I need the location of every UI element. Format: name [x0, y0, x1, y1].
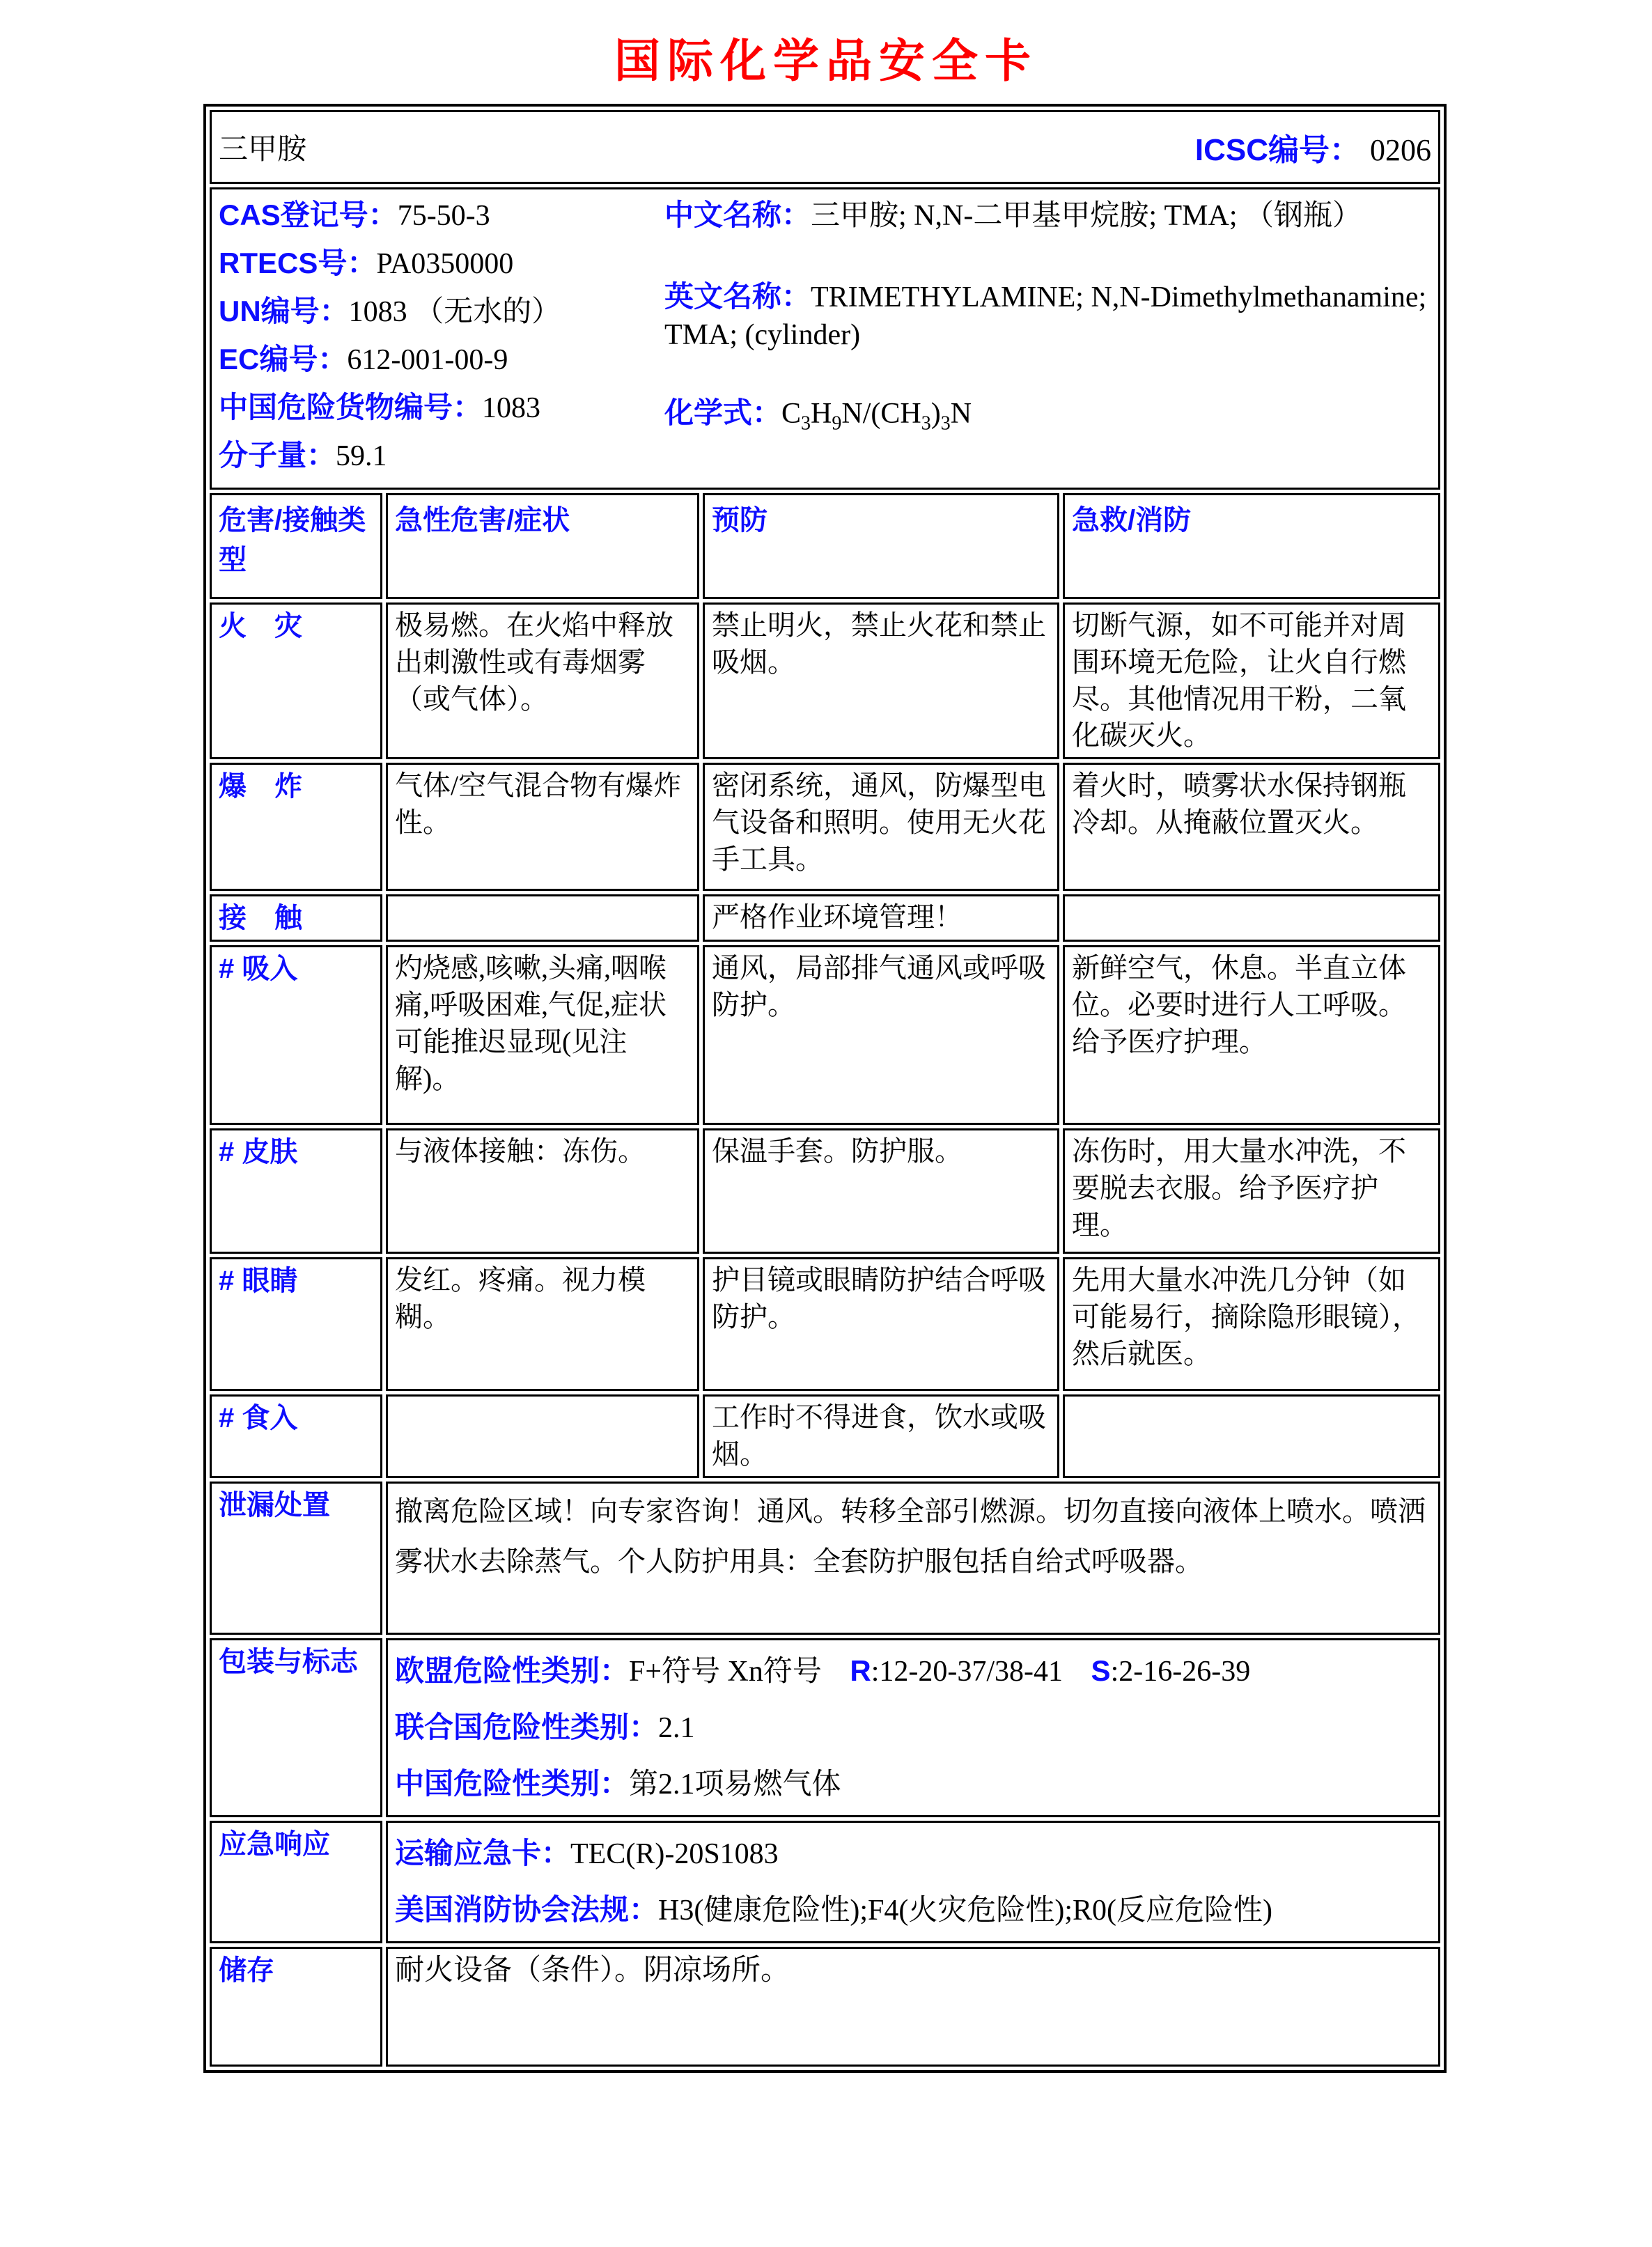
cas-label: CAS登记号：: [219, 199, 398, 231]
un-classification: [395, 1700, 1431, 1756]
symptom-cell: 极易燃。在火焰中释放出刺激性或有毒烟雾（或气体）。: [386, 602, 699, 759]
molecular-weight-value: 59.1: [336, 440, 387, 472]
formula-label: 化学式：: [664, 396, 782, 429]
hazard-row-inhalation: [210, 945, 1440, 1125]
english-name-value: TRIMETHYLAMINE; N,N-Dimethylmethanamine; TMA; (cylinder): [664, 281, 1427, 351]
identifiers-cell: [210, 187, 1440, 490]
cas-value: 75-50-3: [397, 200, 490, 232]
icsc-page: [0, 24, 1652, 2247]
section-label: 应急响应: [210, 1821, 382, 1943]
rtecs-label: RTECS号：: [219, 247, 377, 279]
storage-row: [210, 1947, 1440, 2067]
firstaid-cell: 着火时，喷雾状水保持钢瓶冷却。从掩蔽位置灭火。: [1063, 763, 1440, 891]
firstaid-cell: 先用大量水冲洗几分钟（如可能易行，摘除隐形眼镜），然后就医。: [1063, 1257, 1440, 1391]
header-prevention: 预防: [703, 493, 1059, 599]
symptom-cell: 灼烧感,咳嗽,头痛,咽喉痛,呼吸困难,气促,症状可能推迟显现(见注解)。: [386, 945, 699, 1125]
chemical-formula: [664, 394, 1431, 442]
chinese-name: [664, 196, 1431, 235]
name-row: [210, 110, 1440, 184]
section-label: 泄漏处置: [210, 1482, 382, 1635]
identifiers-row: [210, 187, 1440, 490]
spillage-row: [210, 1482, 1440, 1635]
hazard-row-fire: [210, 602, 1440, 759]
china-classification-value: 第2.1项易燃气体: [629, 1768, 841, 1801]
prevention-cell: 严格作业环境管理！: [703, 894, 1059, 942]
china-dg-number: [219, 389, 664, 427]
symptom-cell: [386, 1394, 699, 1478]
tec-value: TEC(R)-20S1083: [570, 1837, 779, 1870]
hazard-type-cell: 火 灾: [210, 602, 382, 759]
hazard-row-exposure: [210, 894, 1440, 942]
r-phrases-label: R: [850, 1654, 871, 1687]
hazard-type-cell: # 吸入: [210, 945, 382, 1125]
cas-number: [219, 196, 664, 235]
chinese-name-value: 三甲胺; N,N-二甲基甲烷胺; TMA; （钢瓶）: [811, 200, 1362, 232]
china-classification-label: 中国危险性类别：: [395, 1766, 630, 1800]
section-label: 包装与标志: [210, 1638, 382, 1817]
eu-classification-value: F+符号 Xn符号: [629, 1655, 822, 1688]
un-label: UN编号：: [219, 295, 349, 327]
symptom-cell: 气体/空气混合物有爆炸性。: [386, 763, 699, 891]
header-hazard-type: 危害/接触类型: [210, 493, 382, 599]
china-dg-value: 1083: [482, 392, 541, 424]
emergency-content: [386, 1821, 1440, 1943]
symptom-cell: [386, 894, 699, 942]
molecular-weight: [219, 437, 664, 475]
rtecs-value: PA0350000: [376, 248, 514, 280]
prevention-cell: 保温手套。防护服。: [703, 1128, 1059, 1254]
header-firstaid-firefighting: 急救/消防: [1063, 493, 1440, 599]
icsc-number-value: 0206: [1370, 133, 1432, 167]
eu-classification: [395, 1643, 1431, 1700]
prevention-cell: 密闭系统，通风，防爆型电气设备和照明。使用无火花手工具。: [703, 763, 1059, 891]
hazard-type-cell: 接 触: [210, 894, 382, 942]
eu-classification-label: 欧盟危险性类别：: [395, 1654, 630, 1687]
r-phrases-value: :12-20-37/38-41: [871, 1655, 1063, 1688]
emergency-response-row: [210, 1821, 1440, 1943]
hazard-type-cell: 爆 炸: [210, 763, 382, 891]
symptom-cell: 与液体接触：冻伤。: [386, 1128, 699, 1254]
icsc-card-table: [203, 104, 1447, 2073]
hazard-type-cell: # 眼睛: [210, 1257, 382, 1391]
firstaid-cell: 冻伤时，用大量水冲洗，不要脱去衣服。给予医疗护理。: [1063, 1128, 1440, 1254]
nfpa-value: H3(健康危险性);F4(火灾危险性);R0(反应危险性): [658, 1894, 1272, 1927]
firstaid-cell: [1063, 1394, 1440, 1478]
nfpa-label: 美国消防协会法规：: [395, 1892, 659, 1926]
page-title: 国际化学品安全卡: [614, 35, 1038, 86]
prevention-cell: 通风，局部排气通风或呼吸防护。: [703, 945, 1059, 1125]
storage-text: 耐火设备（条件）。阴凉场所。: [386, 1947, 1440, 2067]
hazard-row-ingestion: [210, 1394, 1440, 1478]
chemical-name: 三甲胺: [219, 134, 307, 166]
firstaid-cell: 切断气源，如不可能并对周围环境无危险，让火自行燃尽。其他情况用干粉，二氧化碳灭火。: [1063, 602, 1440, 759]
section-label: 储存: [210, 1947, 382, 2067]
name-cell: [210, 110, 1440, 184]
packaging-row: [210, 1638, 1440, 1817]
ec-value: 612-001-00-9: [347, 344, 508, 376]
firstaid-cell: [1063, 894, 1440, 942]
prevention-cell: 护目镜或眼睛防护结合呼吸防护。: [703, 1257, 1059, 1391]
spillage-text: 撤离危险区域！向专家咨询！通风。转移全部引燃源。切勿直接向液体上喷水。喷洒雾状水去除蒸气。个人防护用具：全套防护服包括自给式呼吸器。: [386, 1482, 1440, 1635]
identifiers-right-column: [664, 192, 1431, 485]
prevention-cell: 工作时不得进食，饮水或吸烟。: [703, 1394, 1059, 1478]
un-number: [219, 293, 664, 331]
china-classification: [395, 1756, 1431, 1812]
formula-value: $C_3H_9N/(CH_3)_3N$: [781, 398, 972, 435]
chinese-name-label: 中文名称：: [664, 199, 811, 231]
hazard-row-skin: [210, 1128, 1440, 1254]
hazard-type-cell: # 皮肤: [210, 1128, 382, 1254]
transport-emergency-card: [395, 1826, 1431, 1882]
icsc-number: [1195, 125, 1431, 169]
un-value: 1083 （无水的）: [348, 296, 561, 328]
english-name: [664, 278, 1431, 354]
nfpa-code: [395, 1882, 1431, 1938]
un-classification-label: 联合国危险性类别：: [395, 1710, 659, 1743]
hazard-header-row: [210, 493, 1440, 599]
english-name-label: 英文名称：: [664, 280, 811, 313]
symptom-cell: 发红。疼痛。视力模糊。: [386, 1257, 699, 1391]
firstaid-cell: 新鲜空气，休息。半直立体位。必要时进行人工呼吸。给予医疗护理。: [1063, 945, 1440, 1125]
s-phrases-label: S: [1091, 1654, 1111, 1687]
tec-label: 运输应急卡：: [395, 1836, 571, 1869]
s-phrases-value: :2-16-26-39: [1110, 1655, 1251, 1688]
rtecs-number: [219, 244, 664, 283]
un-classification-value: 2.1: [658, 1711, 695, 1744]
china-dg-label: 中国危险货物编号：: [219, 391, 483, 423]
hazard-row-eyes: [210, 1257, 1440, 1391]
ec-number: [219, 341, 664, 379]
identifiers-left-column: [219, 192, 664, 485]
ec-label: EC编号：: [219, 343, 348, 375]
hazard-type-cell: # 食入: [210, 1394, 382, 1478]
icsc-number-label: ICSC编号：: [1194, 133, 1361, 167]
header-acute-hazards: 急性危害/症状: [386, 493, 699, 599]
prevention-cell: 禁止明火，禁止火花和禁止吸烟。: [703, 602, 1059, 759]
hazard-row-explosion: [210, 763, 1440, 891]
molecular-weight-label: 分子量：: [219, 439, 336, 472]
packaging-content: [386, 1638, 1440, 1817]
